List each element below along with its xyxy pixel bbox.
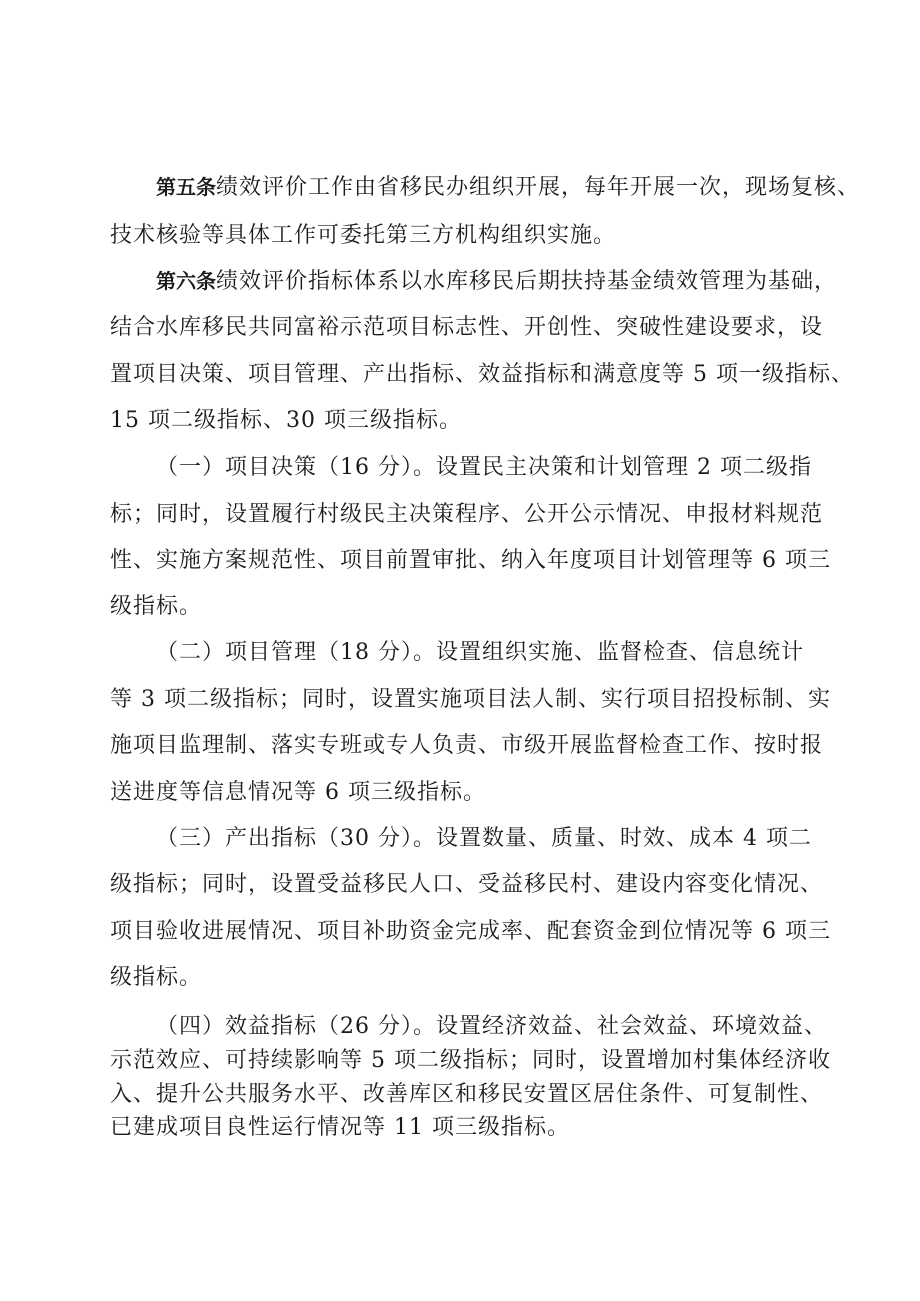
item3-line-4: 级指标。 [110,965,203,990]
item1-line-3: 性、实施方案规范性、项目前置审批、纳入年度项目计划管理等 6 项三 [110,548,831,573]
article6-line-1 [156,266,837,297]
item4-line-1: （四）效益指标（26 分）。设置经济效益、社会效益、环境效益、 [156,1014,827,1039]
item2-line-4: 送进度等信息情况等 6 项三级指标。 [110,780,486,805]
item4-line-2: 示范效应、可持续影响等 5 项二级指标；同时，设置增加村集体经济收 [110,1048,831,1073]
article5-text: 绩效评价工作由省移民办组织开展，每年开展一次，现场复核、 [216,175,861,200]
article5-line-1 [156,172,860,203]
item2-line-1: （二）项目管理（18 分）。设置组织实施、监督检查、信息统计 [156,640,804,665]
item2-line-3: 施项目监理制、落实专班或专人负责、市级开展监督检查工作、按时报 [110,733,824,758]
item3-line-3: 项目验收进展情况、项目补助资金完成率、配套资金到位情况等 6 项三 [110,919,831,944]
article6-lead: 第六条 [156,269,216,293]
item1-line-2: 标；同时，设置履行村级民主决策程序、公开公示情况、申报材料规范 [110,502,824,527]
article6-text: 绩效评价指标体系以水库移民后期扶持基金绩效管理为基础， [216,269,838,294]
item4-line-4: 已建成项目良性运行情况等 11 项三级指标。 [110,1115,570,1140]
article6-line-3: 置项目决策、项目管理、产出指标、效益指标和满意度等 5 项一级指标、 [110,362,854,387]
item2-line-2: 等 3 项二级指标；同时，设置实施项目法人制、实行项目招投标制、实 [110,687,831,712]
article6-line-4: 15 项二级指标、30 项三级指标。 [110,408,462,433]
article6-line-2: 结合水库移民共同富裕示范项目标志性、开创性、突破性建设要求，设 [110,315,824,340]
item1-line-4: 级指标。 [110,594,203,619]
item3-line-2: 级指标；同时，设置受益移民人口、受益移民村、建设内容变化情况、 [110,872,824,897]
article5-line-2: 技术核验等具体工作可委托第三方机构组织实施。 [110,223,617,248]
article5-lead: 第五条 [156,175,216,199]
item3-line-1: （三）产出指标（30 分）。设置数量、质量、时效、成本 4 项二 [156,826,812,851]
item1-line-1: （一）项目决策（16 分）。设置民主决策和计划管理 2 项二级指 [156,455,812,480]
item4-line-3: 入、提升公共服务水平、改善库区和移民安置区居住条件、可复制性、 [110,1082,824,1107]
